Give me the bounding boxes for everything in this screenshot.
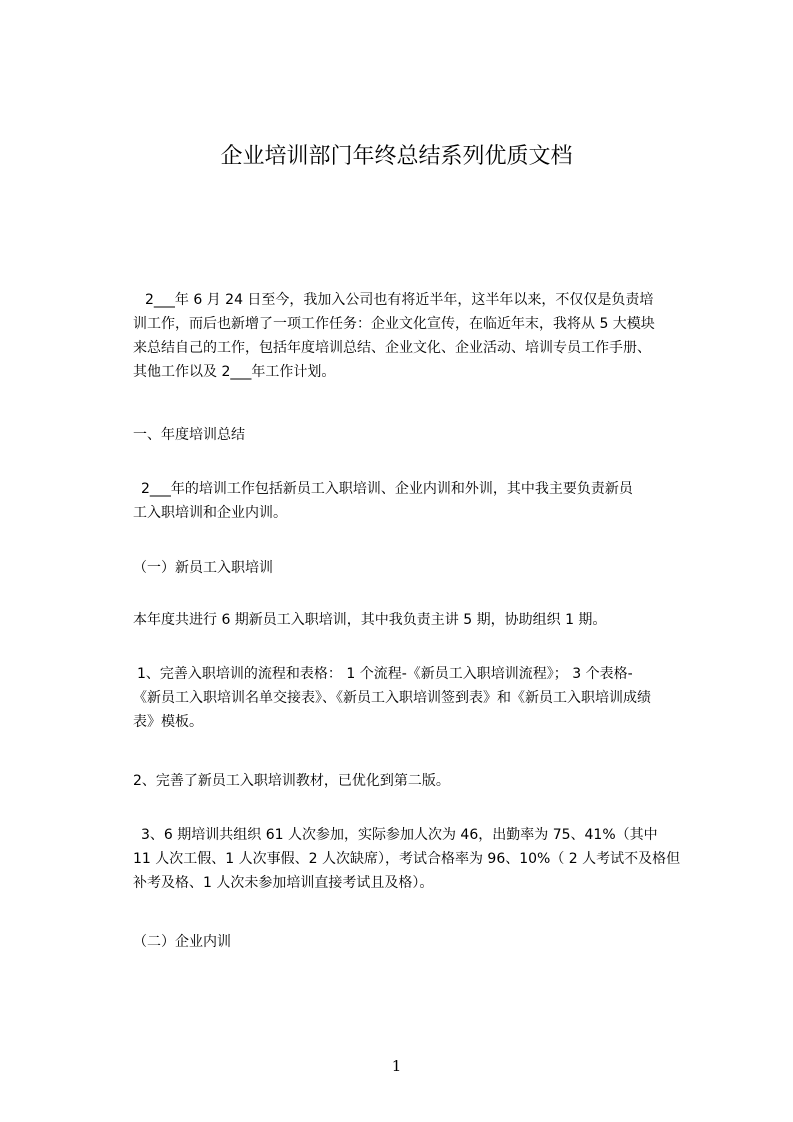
item2-line: 2、完善了新员工入职培训教材，已优化到第二版。 xyxy=(133,773,450,789)
intro-line-4: 其他工作以及 2___年工作计划。 xyxy=(133,364,336,380)
section-heading-annual-training: 一、年度培训总结 xyxy=(133,427,245,443)
item3-line-2: 11 人次工假、1 人次事假、2 人次缺席），考试合格率为 96、10%（ 2 人考试不及格但 xyxy=(133,851,681,867)
item3-line-3: 补考及格、1 人次未参加培训直接考试且及格）。 xyxy=(133,875,434,891)
item3-line-1: 3、6 期培训共组织 61 人次参加，实际参加人次为 46，出勤率为 75、41%（其中 xyxy=(141,827,658,843)
intro-line-1: 2___年 6 月 24 日至今，我加入公司也有将近半年，这半年以来，不仅仅是负责培 xyxy=(145,292,654,308)
item-3-paragraph xyxy=(133,823,681,895)
item1-line-3: 表》模板。 xyxy=(133,714,203,730)
item1-line-2: 《新员工入职培训名单交接表》、《新员工入职培训签到表》和《新员工入职培训成绩 xyxy=(133,690,651,706)
item-1-paragraph xyxy=(133,662,673,734)
intro-paragraph xyxy=(133,288,673,384)
section1-line-1: 2___年的培训工作包括新员工入职培训、企业内训和外训，其中我主要负责新员 xyxy=(141,481,633,497)
document-title: 企业培训部门年终总结系列优质文档 xyxy=(220,144,573,169)
subsection-heading-onboarding: （一）新员工入职培训 xyxy=(133,560,273,576)
section1-paragraph xyxy=(133,477,673,525)
page-number: 1 xyxy=(391,1057,402,1075)
subsection1-line: 本年度共进行 6 期新员工入职培训，其中我负责主讲 5 期，协助组织 1 期。 xyxy=(133,612,607,628)
intro-line-2: 训工作，而后也新增了一项工作任务：企业文化宣传，在临近年末，我将从 5 大模块 xyxy=(133,316,655,332)
item-2-paragraph xyxy=(133,769,673,793)
intro-line-3: 来总结自己的工作，包括年度培训总结、企业文化、企业活动、培训专员工作手册、 xyxy=(133,340,651,356)
item1-line-1: 1、完善入职培训的流程和表格： 1 个流程-《新员工入职培训流程》； 3 个表格- xyxy=(137,666,633,682)
section1-line-2: 工入职培训和企业内训。 xyxy=(133,505,287,521)
subsection1-paragraph xyxy=(133,608,673,632)
subsection-heading-internal-training: （二）企业内训 xyxy=(133,934,231,950)
